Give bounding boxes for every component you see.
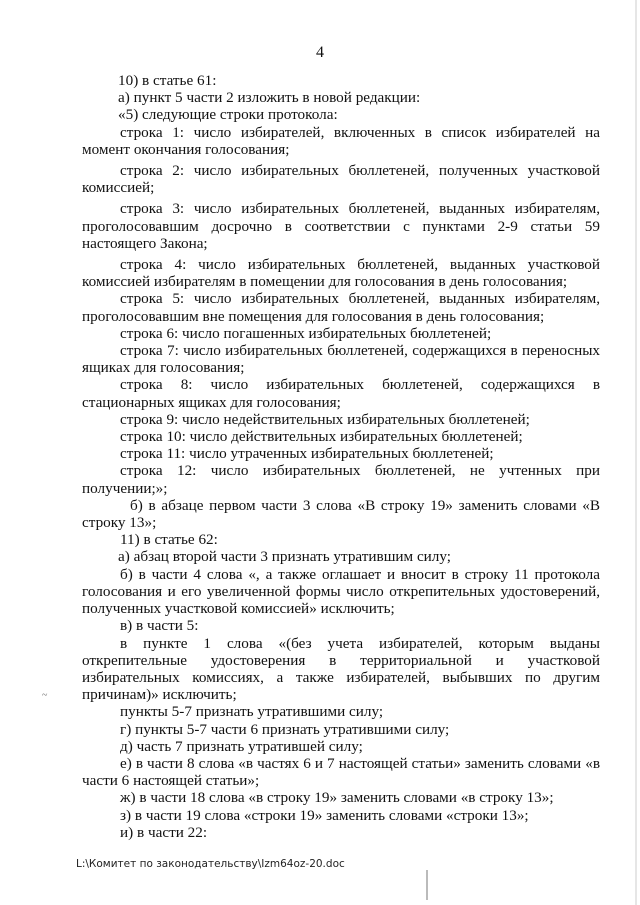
paragraph: в пункте 1 слова «(без учета избирателей, которым выданы открепительные удостоверения в территориальной и участковой избирательных комиссиях, а также избирателей, выбывших по другим причинам)» исключить; [82,634,600,704]
paragraph: «5) следующие строки протокола: [118,106,338,124]
paragraph: строка 12: число избирательных бюллетеней, не учтенных при получении;»; [82,462,600,497]
paragraph: е) в части 8 слова «в частях 6 и 7 настоящей статьи» заменить словами «в части 6 настоящей статьи»; [82,754,600,790]
scan-edge [635,0,637,905]
paragraph: строка 1: число избирателей, включенных в список избирателей на момент окончания голосования; [82,123,600,158]
document-body [82,72,600,841]
paragraph: в) в части 5: [120,617,199,635]
paragraph: 11) в статье 62: [120,531,218,549]
paragraph: строка 5: число избирательных бюллетеней, выданных избирателям, проголосовавшим вне помещения для голосования в день голосования; [82,290,600,325]
paragraph: строка 4: число избирательных бюллетеней, выданных участковой комиссией избирателям в помещении для голосования в день голосования; [82,256,600,291]
paragraph: пункты 5-7 признать утратившими силу; [120,703,384,721]
paragraph: строка 10: число действительных избирательных бюллетеней; [120,428,523,446]
paragraph: а) абзац второй части 3 признать утратившим силу; [118,548,452,566]
scan-artifact [426,870,428,900]
paragraph: и) в части 22: [120,823,208,841]
paragraph: строка 7: число избирательных бюллетеней, содержащихся в переносных ящиках для голосования; [82,342,600,377]
paragraph: строка 2: число избирательных бюллетеней, полученных участковой комиссией; [82,162,600,197]
paragraph: г) пункты 5-7 части 6 признать утратившими силу; [120,720,450,738]
paragraph: строка 6: число погашенных избирательных бюллетеней; [120,324,492,342]
paragraph: а) пункт 5 части 2 изложить в новой редакции: [118,89,421,107]
paragraph: б) в части 4 слова «, а также оглашает и вносит в строку 11 протокола голосования и его увеличенной формы число открепительных удостоверений, полученных участковой комиссией» исключить; [82,565,600,618]
paragraph: строка 9: число недействительных избирательных бюллетеней; [120,410,530,428]
paragraph: д) часть 7 признать утратившей силу; [120,737,363,755]
paragraph: строка 3: число избирательных бюллетеней, выданных избирателям, проголосовавшим досрочно в соответствии с пунктами 2-9 статьи 59 настоящего Закона; [82,200,600,252]
paragraph: ж) в части 18 слова «в строку 19» заменить словами «в строку 13»; [120,789,554,807]
paragraph: з) в части 19 слова «строки 19» заменить словами «строки 13»; [120,806,529,824]
footer-file-path: L:\Комитет по законодательству\Izm64oz-20.doc [76,858,345,870]
page-number: 4 [316,44,324,61]
paragraph: б) в абзаце первом части 3 слова «В строку 19» заменить словами «В строку 13»; [82,496,600,532]
paragraph: строка 8: число избирательных бюллетеней, содержащихся в стационарных ящиках для голосования; [82,376,600,411]
paragraph: строка 11: число утраченных избирательных бюллетеней; [120,445,494,463]
paragraph: 10) в статье 61: [118,72,217,89]
margin-mark: ~ [42,690,48,701]
